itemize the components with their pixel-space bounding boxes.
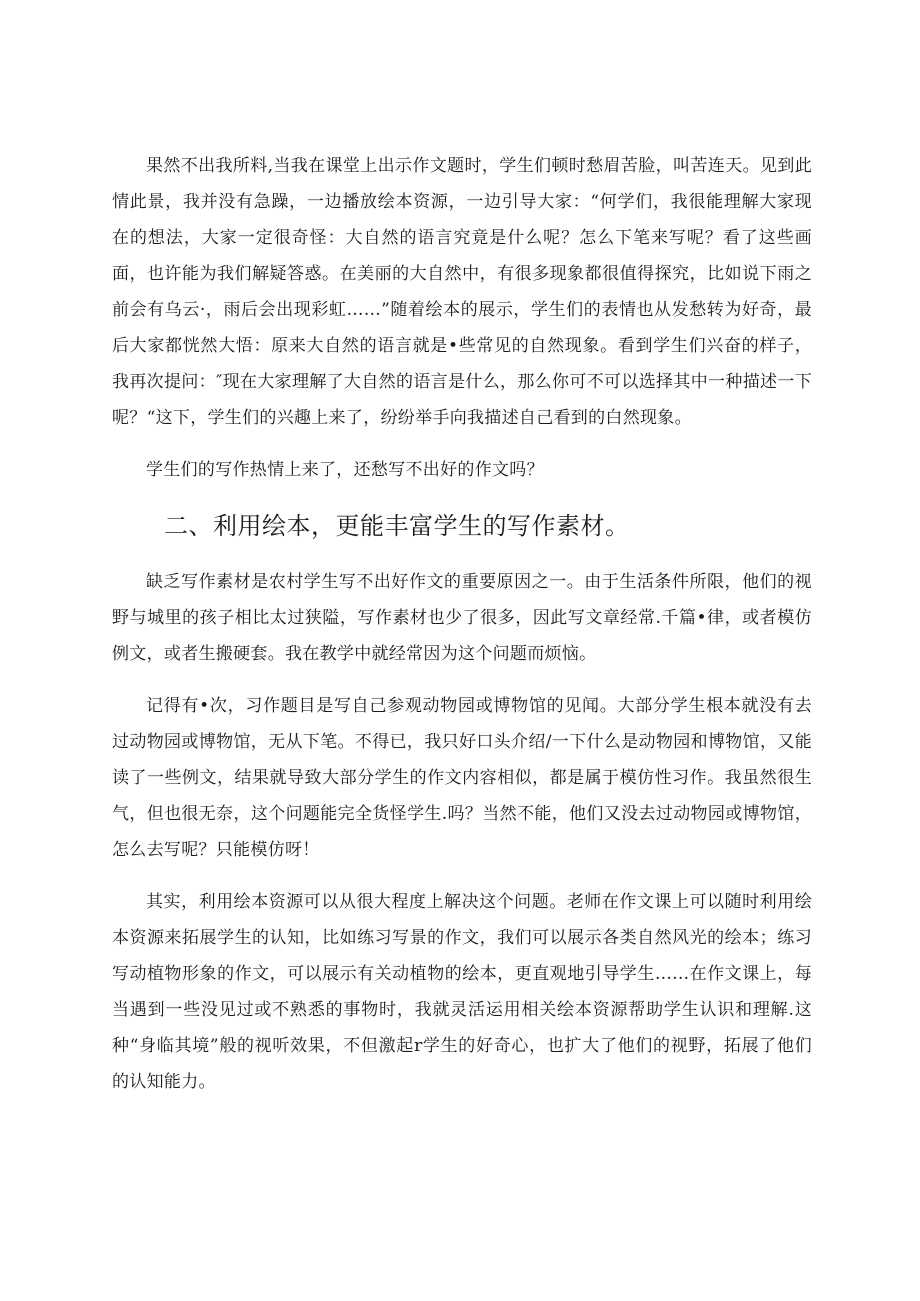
paragraph-spacer — [112, 868, 812, 884]
section-spacer — [112, 488, 812, 506]
paragraph-spacer — [112, 672, 812, 688]
paragraph-spacer — [112, 436, 812, 452]
section-spacer — [112, 546, 812, 564]
paragraph-classroom-story: 果然不出我所料,当我在课堂上出示作文题时，学生们顿时愁眉苦脸，叫苦连天。见到此情此景，我并没有急躁，一边播放绘本资源，一边引导大家：“何学们，我很能理解大家现在的想法，大家一定很奇怪：大自然的语言究竟是什么呢？怎么下笔来写呢？看了这些画面，也许能为我们解疑答惑。在美丽的大自然中，有很多现象都很值得探究，比如说下雨之前会有乌云·，雨后会出现彩虹……”随着绘本的展示，学生们的表情也从发愁转为好奇，最后大家都恍然大悟：原来大自然的语言就是•些常见的自然现象。看到学生们兴奋的样子，我再次提问：″现在大家理解了大自然的语言是什么，那么你可不可以选择其中一种描述一下呢？“这下，学生们的兴趣上来了，纷纷举手向我描述自己看到的白然现象。 — [112, 156, 812, 428]
paragraph-zoo-museum-example: 记得有•次，习作题目是写自己参观动物园或博物馆的见闻。大部分学生根本就没有去过动物园或博物馆，无从下笔。不得已，我只好口头介绍/一下什么是动物园和博物馆，又能读了一些例文，结果就导致大部分学生的作文内容相似，都是属于模仿性习作。我虽然很生气，但也很无奈，这个问题能完全货怪学生.吗？当然不能，他们又没去过动物园或博物馆，怎么去写呢？只能模仿呀！ — [112, 696, 812, 860]
paragraph-writing-enthusiasm: 学生们的写作热情上来了，还愁写不出好的作文吗？ — [146, 460, 544, 480]
paragraph-lack-of-material: 缺乏写作素材是农村学生写不出好作文的重要原因之一。由于生活条件所限，他们的视野与城里的孩子相比太过狭隘，写作素材也少了很多，因此写文章经常.千篇•律，或者模仿例文，或者生搬硬套。我在教学中就经常因为这个问题而烦恼。 — [112, 572, 812, 664]
section-heading: 二、利用绘本，更能丰富学生的写作素材。 — [164, 512, 630, 540]
document-body — [112, 148, 812, 1100]
paragraph-picture-book-solution: 其实，利用绘本资源可以从很大程度上解决这个问题。老师在作文课上可以随时利用绘本资源来拓展学生的认知，比如练习写景的作文，我们可以展示各类自然风光的绘本；练习写动植物形象的作文，可以展示有关动植物的绘本，更直观地引导学生……在作文课上，每当遇到一些没见过或不熟悉的事物时，我就灵活运用相关绘本资源帮助学生认识和理解.这种“身临其境”般的视听效果，不但激起r学生的好奇心，也扩大了他们的视野，拓展了他们的认知能力。 — [112, 892, 812, 1092]
